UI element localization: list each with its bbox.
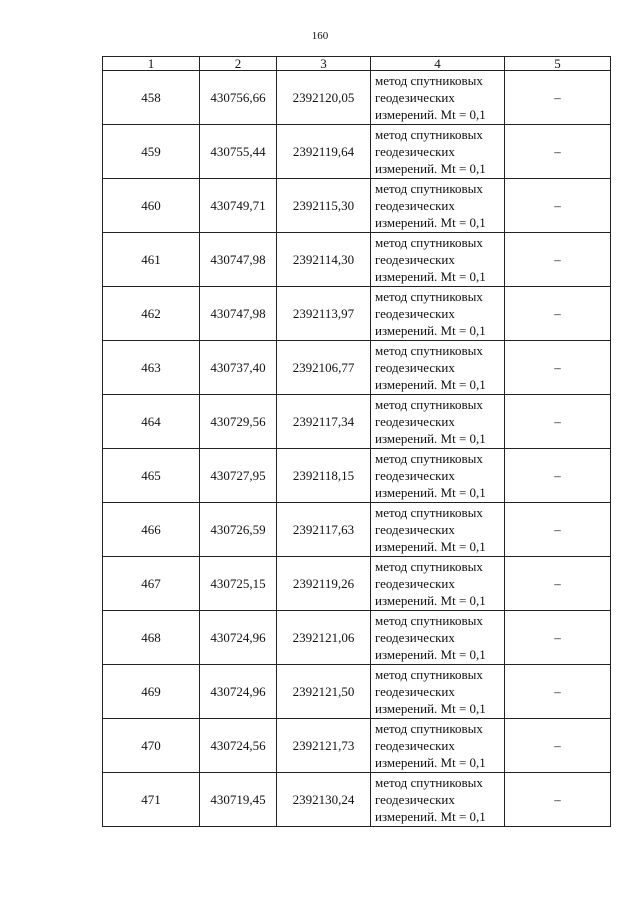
table-row xyxy=(103,179,611,233)
y-coordinate-cell: 2392117,34 xyxy=(277,395,371,449)
column-header-1: 1 xyxy=(103,57,200,71)
point-number-cell: 462 xyxy=(103,287,200,341)
table-row xyxy=(103,71,611,125)
table-row xyxy=(103,557,611,611)
y-coordinate-cell: 2392115,30 xyxy=(277,179,371,233)
method-cell: метод спутниковых геодезических измерений. Mt = 0,1 xyxy=(371,125,505,179)
y-coordinate-cell: 2392117,63 xyxy=(277,503,371,557)
method-cell: метод спутниковых геодезических измерений. Mt = 0,1 xyxy=(371,179,505,233)
note-cell: – xyxy=(505,341,611,395)
x-coordinate-cell: 430756,66 xyxy=(200,71,277,125)
note-cell: – xyxy=(505,611,611,665)
x-coordinate-cell: 430737,40 xyxy=(200,341,277,395)
y-coordinate-cell: 2392119,64 xyxy=(277,125,371,179)
page-number: 160 xyxy=(311,30,329,42)
y-coordinate-cell: 2392114,30 xyxy=(277,233,371,287)
note-cell: – xyxy=(505,719,611,773)
x-coordinate-cell: 430725,15 xyxy=(200,557,277,611)
point-number-cell: 467 xyxy=(103,557,200,611)
x-coordinate-cell: 430719,45 xyxy=(200,773,277,827)
point-number-cell: 471 xyxy=(103,773,200,827)
point-number-cell: 464 xyxy=(103,395,200,449)
table-row xyxy=(103,773,611,827)
table-row xyxy=(103,503,611,557)
point-number-cell: 459 xyxy=(103,125,200,179)
point-number-cell: 458 xyxy=(103,71,200,125)
point-number-cell: 466 xyxy=(103,503,200,557)
point-number-cell: 465 xyxy=(103,449,200,503)
table-row xyxy=(103,611,611,665)
x-coordinate-cell: 430729,56 xyxy=(200,395,277,449)
method-cell: метод спутниковых геодезических измерений. Mt = 0,1 xyxy=(371,341,505,395)
method-cell: метод спутниковых геодезических измерений. Mt = 0,1 xyxy=(371,395,505,449)
method-cell: метод спутниковых геодезических измерений. Mt = 0,1 xyxy=(371,449,505,503)
x-coordinate-cell: 430724,96 xyxy=(200,665,277,719)
note-cell: – xyxy=(505,449,611,503)
note-cell: – xyxy=(505,665,611,719)
column-header-5: 5 xyxy=(505,57,611,71)
table-row xyxy=(103,395,611,449)
column-header-3: 3 xyxy=(277,57,371,71)
x-coordinate-cell: 430755,44 xyxy=(200,125,277,179)
table-row xyxy=(103,719,611,773)
method-cell: метод спутниковых геодезических измерений. Mt = 0,1 xyxy=(371,773,505,827)
method-cell: метод спутниковых геодезических измерений. Mt = 0,1 xyxy=(371,71,505,125)
note-cell: – xyxy=(505,395,611,449)
column-header-4: 4 xyxy=(371,57,505,71)
point-number-cell: 463 xyxy=(103,341,200,395)
note-cell: – xyxy=(505,125,611,179)
y-coordinate-cell: 2392106,77 xyxy=(277,341,371,395)
point-number-cell: 470 xyxy=(103,719,200,773)
y-coordinate-cell: 2392118,15 xyxy=(277,449,371,503)
method-cell: метод спутниковых геодезических измерений. Mt = 0,1 xyxy=(371,557,505,611)
y-coordinate-cell: 2392120,05 xyxy=(277,71,371,125)
table-header-row xyxy=(103,57,611,71)
table-row xyxy=(103,287,611,341)
table-row xyxy=(103,341,611,395)
note-cell: – xyxy=(505,557,611,611)
x-coordinate-cell: 430726,59 xyxy=(200,503,277,557)
note-cell: – xyxy=(505,71,611,125)
table-row xyxy=(103,665,611,719)
coordinates-table xyxy=(102,56,611,827)
table-row xyxy=(103,233,611,287)
method-cell: метод спутниковых геодезических измерений. Mt = 0,1 xyxy=(371,611,505,665)
x-coordinate-cell: 430747,98 xyxy=(200,233,277,287)
y-coordinate-cell: 2392121,50 xyxy=(277,665,371,719)
point-number-cell: 461 xyxy=(103,233,200,287)
method-cell: метод спутниковых геодезических измерений. Mt = 0,1 xyxy=(371,665,505,719)
y-coordinate-cell: 2392130,24 xyxy=(277,773,371,827)
point-number-cell: 460 xyxy=(103,179,200,233)
method-cell: метод спутниковых геодезических измерений. Mt = 0,1 xyxy=(371,503,505,557)
table-row xyxy=(103,449,611,503)
y-coordinate-cell: 2392121,06 xyxy=(277,611,371,665)
note-cell: – xyxy=(505,287,611,341)
y-coordinate-cell: 2392119,26 xyxy=(277,557,371,611)
table-body xyxy=(103,71,611,827)
point-number-cell: 469 xyxy=(103,665,200,719)
point-number-cell: 468 xyxy=(103,611,200,665)
note-cell: – xyxy=(505,773,611,827)
column-header-2: 2 xyxy=(200,57,277,71)
x-coordinate-cell: 430724,96 xyxy=(200,611,277,665)
x-coordinate-cell: 430747,98 xyxy=(200,287,277,341)
y-coordinate-cell: 2392113,97 xyxy=(277,287,371,341)
method-cell: метод спутниковых геодезических измерений. Mt = 0,1 xyxy=(371,719,505,773)
method-cell: метод спутниковых геодезических измерений. Mt = 0,1 xyxy=(371,233,505,287)
note-cell: – xyxy=(505,233,611,287)
x-coordinate-cell: 430749,71 xyxy=(200,179,277,233)
method-cell: метод спутниковых геодезических измерений. Mt = 0,1 xyxy=(371,287,505,341)
note-cell: – xyxy=(505,503,611,557)
x-coordinate-cell: 430724,56 xyxy=(200,719,277,773)
y-coordinate-cell: 2392121,73 xyxy=(277,719,371,773)
note-cell: – xyxy=(505,179,611,233)
x-coordinate-cell: 430727,95 xyxy=(200,449,277,503)
table-row xyxy=(103,125,611,179)
